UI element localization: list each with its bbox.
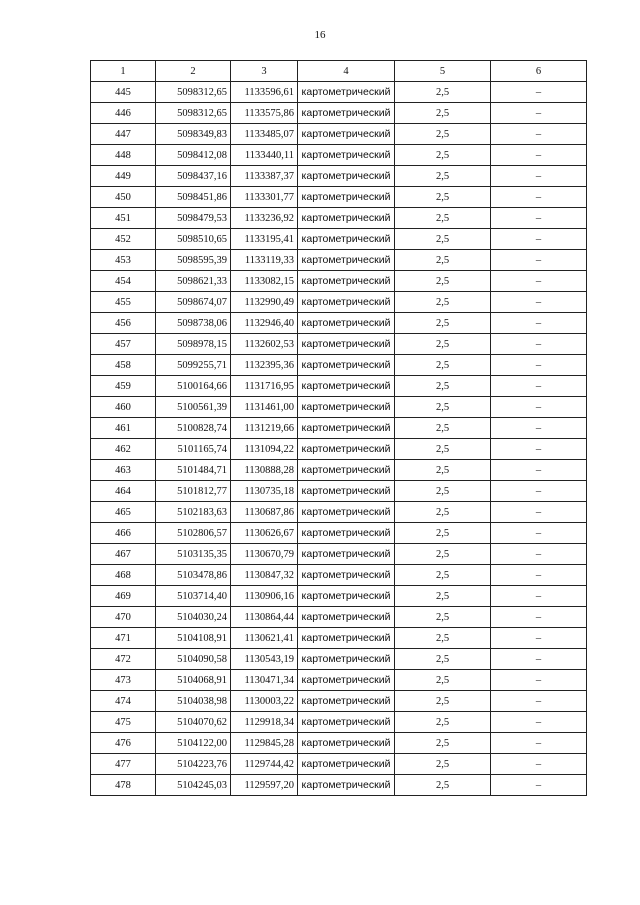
table-row: [91, 313, 587, 334]
point-number-cell: 476: [91, 733, 156, 754]
accuracy-cell: 2,5: [395, 544, 491, 565]
y-coordinate-cell: 1130621,41: [231, 628, 298, 649]
point-number-cell: 461: [91, 418, 156, 439]
point-number-cell: 473: [91, 670, 156, 691]
table-row: [91, 250, 587, 271]
y-coordinate-cell: 1133195,41: [231, 229, 298, 250]
note-cell: –: [491, 103, 587, 124]
y-coordinate-cell: 1129597,20: [231, 775, 298, 796]
note-cell: –: [491, 502, 587, 523]
x-coordinate-cell: 5098412,08: [156, 145, 231, 166]
point-number-cell: 455: [91, 292, 156, 313]
point-number-cell: 464: [91, 481, 156, 502]
table-row: [91, 481, 587, 502]
x-coordinate-cell: 5104090,58: [156, 649, 231, 670]
point-number-cell: 460: [91, 397, 156, 418]
method-cell: картометрический: [298, 460, 395, 481]
note-cell: –: [491, 586, 587, 607]
table-row: [91, 523, 587, 544]
y-coordinate-cell: 1133575,86: [231, 103, 298, 124]
method-cell: картометрический: [298, 754, 395, 775]
point-number-cell: 470: [91, 607, 156, 628]
point-number-cell: 454: [91, 271, 156, 292]
table-row: [91, 607, 587, 628]
point-number-cell: 468: [91, 565, 156, 586]
y-coordinate-cell: 1131716,95: [231, 376, 298, 397]
y-coordinate-cell: 1132602,53: [231, 334, 298, 355]
accuracy-cell: 2,5: [395, 397, 491, 418]
y-coordinate-cell: 1131219,66: [231, 418, 298, 439]
y-coordinate-cell: 1133301,77: [231, 187, 298, 208]
x-coordinate-cell: 5101812,77: [156, 481, 231, 502]
accuracy-cell: 2,5: [395, 586, 491, 607]
accuracy-cell: 2,5: [395, 271, 491, 292]
note-cell: –: [491, 208, 587, 229]
point-number-cell: 469: [91, 586, 156, 607]
method-cell: картометрический: [298, 229, 395, 250]
x-coordinate-cell: 5103478,86: [156, 565, 231, 586]
x-coordinate-cell: 5101165,74: [156, 439, 231, 460]
x-coordinate-cell: 5098451,86: [156, 187, 231, 208]
point-number-cell: 448: [91, 145, 156, 166]
note-cell: –: [491, 439, 587, 460]
y-coordinate-cell: 1130906,16: [231, 586, 298, 607]
y-coordinate-cell: 1133387,37: [231, 166, 298, 187]
accuracy-cell: 2,5: [395, 754, 491, 775]
point-number-cell: 467: [91, 544, 156, 565]
note-cell: –: [491, 334, 587, 355]
accuracy-cell: 2,5: [395, 355, 491, 376]
x-coordinate-cell: 5098312,65: [156, 82, 231, 103]
table-row: [91, 670, 587, 691]
note-cell: –: [491, 607, 587, 628]
x-coordinate-cell: 5098510,65: [156, 229, 231, 250]
point-number-cell: 463: [91, 460, 156, 481]
accuracy-cell: 2,5: [395, 439, 491, 460]
table-row: [91, 187, 587, 208]
table-row: [91, 754, 587, 775]
point-number-cell: 458: [91, 355, 156, 376]
y-coordinate-cell: 1130847,32: [231, 565, 298, 586]
note-cell: –: [491, 565, 587, 586]
method-cell: картометрический: [298, 313, 395, 334]
y-coordinate-cell: 1130735,18: [231, 481, 298, 502]
table-row: [91, 124, 587, 145]
column-header-2: 2: [156, 61, 231, 82]
table-row: [91, 565, 587, 586]
method-cell: картометрический: [298, 481, 395, 502]
method-cell: картометрический: [298, 418, 395, 439]
y-coordinate-cell: 1132395,36: [231, 355, 298, 376]
y-coordinate-cell: 1133236,92: [231, 208, 298, 229]
y-coordinate-cell: 1130626,67: [231, 523, 298, 544]
note-cell: –: [491, 271, 587, 292]
note-cell: –: [491, 124, 587, 145]
point-number-cell: 450: [91, 187, 156, 208]
column-header-5: 5: [395, 61, 491, 82]
note-cell: –: [491, 292, 587, 313]
table-row: [91, 103, 587, 124]
x-coordinate-cell: 5098349,83: [156, 124, 231, 145]
accuracy-cell: 2,5: [395, 565, 491, 586]
table-row: [91, 649, 587, 670]
note-cell: –: [491, 628, 587, 649]
accuracy-cell: 2,5: [395, 670, 491, 691]
accuracy-cell: 2,5: [395, 82, 491, 103]
header-row: [91, 61, 587, 82]
x-coordinate-cell: 5104038,98: [156, 691, 231, 712]
method-cell: картометрический: [298, 145, 395, 166]
accuracy-cell: 2,5: [395, 334, 491, 355]
x-coordinate-cell: 5104070,62: [156, 712, 231, 733]
y-coordinate-cell: 1129918,34: [231, 712, 298, 733]
table-row: [91, 775, 587, 796]
note-cell: –: [491, 229, 587, 250]
accuracy-cell: 2,5: [395, 166, 491, 187]
table-row: [91, 292, 587, 313]
table-row: [91, 229, 587, 250]
note-cell: –: [491, 691, 587, 712]
y-coordinate-cell: 1132990,49: [231, 292, 298, 313]
table-row: [91, 397, 587, 418]
accuracy-cell: 2,5: [395, 628, 491, 649]
table-row: [91, 691, 587, 712]
note-cell: –: [491, 481, 587, 502]
table-row: [91, 355, 587, 376]
note-cell: –: [491, 250, 587, 271]
x-coordinate-cell: 5104122,00: [156, 733, 231, 754]
method-cell: картометрический: [298, 565, 395, 586]
note-cell: –: [491, 712, 587, 733]
y-coordinate-cell: 1133440,11: [231, 145, 298, 166]
method-cell: картометрический: [298, 523, 395, 544]
table-row: [91, 208, 587, 229]
accuracy-cell: 2,5: [395, 775, 491, 796]
note-cell: –: [491, 460, 587, 481]
method-cell: картометрический: [298, 82, 395, 103]
point-number-cell: 462: [91, 439, 156, 460]
y-coordinate-cell: 1133596,61: [231, 82, 298, 103]
x-coordinate-cell: 5104068,91: [156, 670, 231, 691]
x-coordinate-cell: 5098738,06: [156, 313, 231, 334]
method-cell: картометрический: [298, 208, 395, 229]
note-cell: –: [491, 733, 587, 754]
y-coordinate-cell: 1129845,28: [231, 733, 298, 754]
column-header-3: 3: [231, 61, 298, 82]
x-coordinate-cell: 5100164,66: [156, 376, 231, 397]
column-header-6: 6: [491, 61, 587, 82]
y-coordinate-cell: 1130543,19: [231, 649, 298, 670]
accuracy-cell: 2,5: [395, 460, 491, 481]
note-cell: –: [491, 376, 587, 397]
point-number-cell: 456: [91, 313, 156, 334]
accuracy-cell: 2,5: [395, 607, 491, 628]
method-cell: картометрический: [298, 271, 395, 292]
x-coordinate-cell: 5098621,33: [156, 271, 231, 292]
method-cell: картометрический: [298, 628, 395, 649]
y-coordinate-cell: 1130888,28: [231, 460, 298, 481]
y-coordinate-cell: 1129744,42: [231, 754, 298, 775]
x-coordinate-cell: 5102183,63: [156, 502, 231, 523]
y-coordinate-cell: 1130864,44: [231, 607, 298, 628]
accuracy-cell: 2,5: [395, 313, 491, 334]
table-row: [91, 376, 587, 397]
table-body: [91, 82, 587, 796]
point-number-cell: 471: [91, 628, 156, 649]
y-coordinate-cell: 1130003,22: [231, 691, 298, 712]
x-coordinate-cell: 5102806,57: [156, 523, 231, 544]
y-coordinate-cell: 1130471,34: [231, 670, 298, 691]
point-number-cell: 453: [91, 250, 156, 271]
x-coordinate-cell: 5104245,03: [156, 775, 231, 796]
y-coordinate-cell: 1133082,15: [231, 271, 298, 292]
point-number-cell: 472: [91, 649, 156, 670]
y-coordinate-cell: 1131094,22: [231, 439, 298, 460]
accuracy-cell: 2,5: [395, 481, 491, 502]
method-cell: картометрический: [298, 670, 395, 691]
point-number-cell: 449: [91, 166, 156, 187]
y-coordinate-cell: 1133119,33: [231, 250, 298, 271]
coordinates-table: [90, 60, 587, 796]
x-coordinate-cell: 5104223,76: [156, 754, 231, 775]
table-row: [91, 712, 587, 733]
accuracy-cell: 2,5: [395, 649, 491, 670]
table-row: [91, 544, 587, 565]
x-coordinate-cell: 5101484,71: [156, 460, 231, 481]
method-cell: картометрический: [298, 607, 395, 628]
accuracy-cell: 2,5: [395, 523, 491, 544]
x-coordinate-cell: 5098674,07: [156, 292, 231, 313]
x-coordinate-cell: 5104030,24: [156, 607, 231, 628]
accuracy-cell: 2,5: [395, 502, 491, 523]
column-header-4: 4: [298, 61, 395, 82]
method-cell: картометрический: [298, 649, 395, 670]
note-cell: –: [491, 397, 587, 418]
x-coordinate-cell: 5100828,74: [156, 418, 231, 439]
method-cell: картометрический: [298, 733, 395, 754]
table-row: [91, 334, 587, 355]
y-coordinate-cell: 1130687,86: [231, 502, 298, 523]
method-cell: картометрический: [298, 775, 395, 796]
note-cell: –: [491, 670, 587, 691]
note-cell: –: [491, 418, 587, 439]
method-cell: картометрический: [298, 250, 395, 271]
y-coordinate-cell: 1131461,00: [231, 397, 298, 418]
point-number-cell: 457: [91, 334, 156, 355]
note-cell: –: [491, 187, 587, 208]
accuracy-cell: 2,5: [395, 229, 491, 250]
method-cell: картометрический: [298, 103, 395, 124]
y-coordinate-cell: 1132946,40: [231, 313, 298, 334]
page-number: 16: [314, 29, 326, 41]
table-row: [91, 82, 587, 103]
point-number-cell: 474: [91, 691, 156, 712]
accuracy-cell: 2,5: [395, 124, 491, 145]
method-cell: картометрический: [298, 439, 395, 460]
x-coordinate-cell: 5099255,71: [156, 355, 231, 376]
table-row: [91, 586, 587, 607]
x-coordinate-cell: 5103135,35: [156, 544, 231, 565]
x-coordinate-cell: 5098978,15: [156, 334, 231, 355]
note-cell: –: [491, 166, 587, 187]
method-cell: картометрический: [298, 166, 395, 187]
point-number-cell: 466: [91, 523, 156, 544]
method-cell: картометрический: [298, 124, 395, 145]
table-row: [91, 166, 587, 187]
accuracy-cell: 2,5: [395, 145, 491, 166]
accuracy-cell: 2,5: [395, 208, 491, 229]
note-cell: –: [491, 145, 587, 166]
table-row: [91, 145, 587, 166]
x-coordinate-cell: 5104108,91: [156, 628, 231, 649]
table-row: [91, 439, 587, 460]
x-coordinate-cell: 5098437,16: [156, 166, 231, 187]
accuracy-cell: 2,5: [395, 187, 491, 208]
method-cell: картометрический: [298, 355, 395, 376]
point-number-cell: 465: [91, 502, 156, 523]
x-coordinate-cell: 5098479,53: [156, 208, 231, 229]
method-cell: картометрический: [298, 502, 395, 523]
table-row: [91, 460, 587, 481]
table-row: [91, 418, 587, 439]
note-cell: –: [491, 313, 587, 334]
method-cell: картометрический: [298, 397, 395, 418]
accuracy-cell: 2,5: [395, 103, 491, 124]
table-row: [91, 271, 587, 292]
point-number-cell: 459: [91, 376, 156, 397]
table-row: [91, 628, 587, 649]
note-cell: –: [491, 82, 587, 103]
note-cell: –: [491, 544, 587, 565]
x-coordinate-cell: 5100561,39: [156, 397, 231, 418]
note-cell: –: [491, 754, 587, 775]
accuracy-cell: 2,5: [395, 376, 491, 397]
method-cell: картометрический: [298, 376, 395, 397]
point-number-cell: 446: [91, 103, 156, 124]
y-coordinate-cell: 1130670,79: [231, 544, 298, 565]
method-cell: картометрический: [298, 544, 395, 565]
method-cell: картометрический: [298, 691, 395, 712]
note-cell: –: [491, 775, 587, 796]
note-cell: –: [491, 523, 587, 544]
note-cell: –: [491, 355, 587, 376]
x-coordinate-cell: 5098312,65: [156, 103, 231, 124]
point-number-cell: 451: [91, 208, 156, 229]
accuracy-cell: 2,5: [395, 250, 491, 271]
x-coordinate-cell: 5098595,39: [156, 250, 231, 271]
table-row: [91, 502, 587, 523]
table-row: [91, 733, 587, 754]
point-number-cell: 445: [91, 82, 156, 103]
accuracy-cell: 2,5: [395, 733, 491, 754]
method-cell: картометрический: [298, 292, 395, 313]
method-cell: картометрический: [298, 334, 395, 355]
point-number-cell: 475: [91, 712, 156, 733]
point-number-cell: 478: [91, 775, 156, 796]
column-header-1: 1: [91, 61, 156, 82]
accuracy-cell: 2,5: [395, 691, 491, 712]
method-cell: картометрический: [298, 712, 395, 733]
point-number-cell: 452: [91, 229, 156, 250]
method-cell: картометрический: [298, 586, 395, 607]
x-coordinate-cell: 5103714,40: [156, 586, 231, 607]
note-cell: –: [491, 649, 587, 670]
method-cell: картометрический: [298, 187, 395, 208]
point-number-cell: 447: [91, 124, 156, 145]
accuracy-cell: 2,5: [395, 292, 491, 313]
y-coordinate-cell: 1133485,07: [231, 124, 298, 145]
point-number-cell: 477: [91, 754, 156, 775]
accuracy-cell: 2,5: [395, 418, 491, 439]
accuracy-cell: 2,5: [395, 712, 491, 733]
